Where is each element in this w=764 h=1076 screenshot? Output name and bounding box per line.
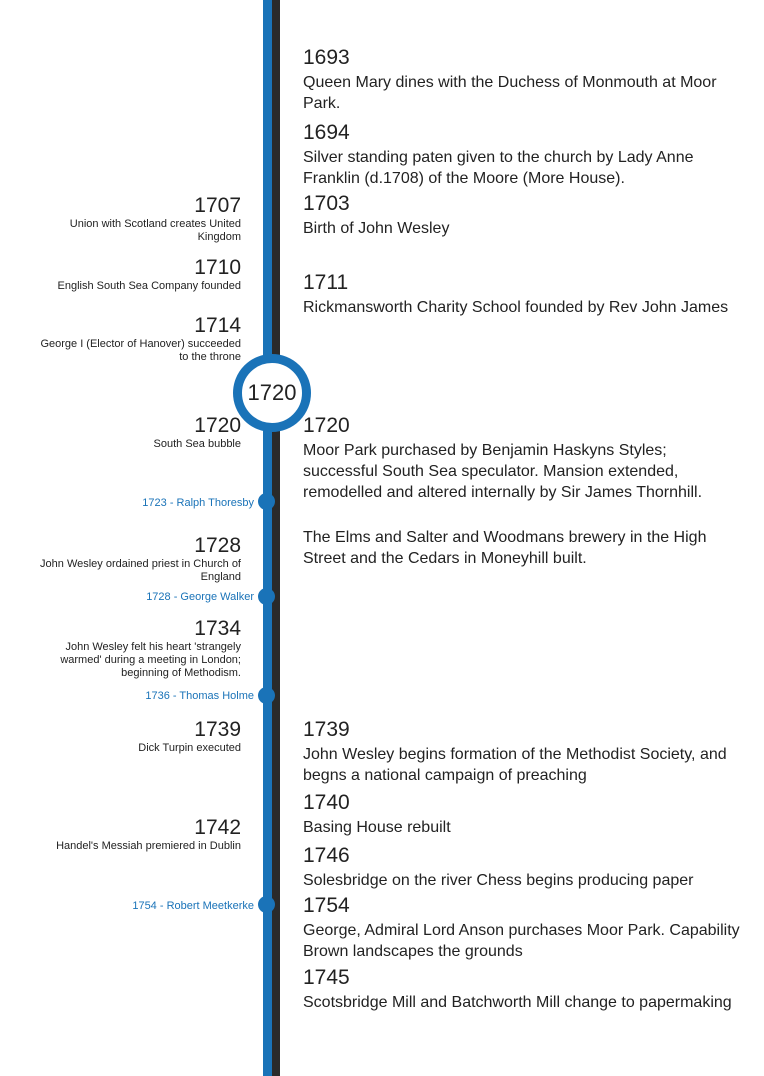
- event-text: English South Sea Company founded: [57, 280, 241, 292]
- person-dot: [258, 896, 275, 913]
- event-year: 1720: [303, 414, 350, 437]
- event-year: 1707: [194, 194, 241, 217]
- timeline-axis-blue: [263, 0, 272, 1076]
- event-year: 1728: [194, 534, 241, 557]
- person-dot: [258, 588, 275, 605]
- right-event: [303, 525, 743, 569]
- event-text: Scotsbridge Mill and Batchworth Mill change to papermaking: [303, 994, 732, 1011]
- left-event: [31, 194, 241, 244]
- event-year: 1711: [303, 271, 349, 294]
- right-event: [303, 718, 743, 786]
- left-event: [31, 534, 241, 584]
- left-event: [31, 314, 241, 364]
- person-label: 1736 - Thomas Holme: [145, 690, 254, 702]
- right-event: [303, 271, 743, 318]
- left-event: [31, 414, 241, 451]
- right-event: [303, 966, 743, 1013]
- event-text: George I (Elector of Hanover) succeeded to the throne: [40, 338, 241, 363]
- event-year: 1745: [303, 966, 350, 989]
- event-year: 1754: [303, 894, 350, 917]
- event-text: Union with Scotland creates United Kingdom: [69, 218, 241, 243]
- person-label: 1754 - Robert Meetkerke: [132, 900, 254, 912]
- event-year: 1739: [194, 718, 241, 741]
- event-text: John Wesley felt his heart 'strangely warmed' during a meeting in London; beginning of Methodism.: [60, 641, 241, 679]
- event-text: Handel's Messiah premiered in Dublin: [56, 840, 241, 852]
- event-year: 1739: [303, 718, 350, 741]
- event-text: George, Admiral Lord Anson purchases Moor Park. Capability Brown landscapes the grounds: [303, 922, 740, 960]
- event-text: Solesbridge on the river Chess begins producing paper: [303, 872, 694, 889]
- event-year: 1740: [303, 791, 350, 814]
- person-label: 1723 - Ralph Thoresby: [142, 497, 254, 509]
- event-text: John Wesley begins formation of the Methodist Society, and begns a national campaign of preaching: [303, 746, 727, 784]
- event-year: 1720: [194, 414, 241, 437]
- person-dot: [258, 493, 275, 510]
- right-event: [303, 192, 743, 239]
- right-event: [303, 844, 743, 891]
- era-marker-label: 1720: [247, 380, 297, 405]
- event-year: 1714: [194, 314, 241, 337]
- left-event: [31, 718, 241, 755]
- event-text: Moor Park purchased by Benjamin Haskyns Styles; successful South Sea speculator. Mansion extended, remodelled and altered internally by Sir James Thornhill.: [303, 442, 703, 501]
- event-year: 1694: [303, 121, 350, 144]
- right-event: [303, 121, 743, 189]
- right-event: [303, 894, 743, 962]
- person-dot: [258, 687, 275, 704]
- left-event: [31, 256, 241, 293]
- event-year: 1734: [194, 617, 241, 640]
- event-text: Basing House rebuilt: [303, 819, 451, 836]
- right-event: [303, 414, 743, 503]
- event-year: 1693: [303, 46, 350, 69]
- event-year: 1703: [303, 192, 350, 215]
- event-text: Rickmansworth Charity School founded by Rev John James: [303, 299, 729, 316]
- era-marker-circle: [233, 354, 311, 432]
- left-event: [31, 617, 241, 680]
- timeline-axis-dark: [272, 0, 280, 1076]
- event-text: Silver standing paten given to the church by Lady Anne Franklin (d.1708) of the Moore (More House).: [303, 149, 694, 187]
- left-event: [31, 816, 241, 853]
- event-text: Dick Turpin executed: [138, 742, 241, 754]
- right-event: [303, 791, 743, 838]
- event-text: Queen Mary dines with the Duchess of Monmouth at Moor Park.: [303, 74, 717, 112]
- right-event: [303, 46, 743, 114]
- event-text: John Wesley ordained priest in Church of England: [40, 558, 241, 583]
- person-label: 1728 - George Walker: [146, 591, 254, 603]
- event-text: The Elms and Salter and Woodmans brewery in the High Street and the Cedars in Moneyhill built.: [303, 529, 707, 567]
- event-year: 1742: [194, 816, 241, 839]
- event-year: 1710: [194, 256, 241, 279]
- event-year: 1746: [303, 844, 350, 867]
- event-text: Birth of John Wesley: [303, 220, 450, 237]
- event-text: South Sea bubble: [153, 438, 241, 450]
